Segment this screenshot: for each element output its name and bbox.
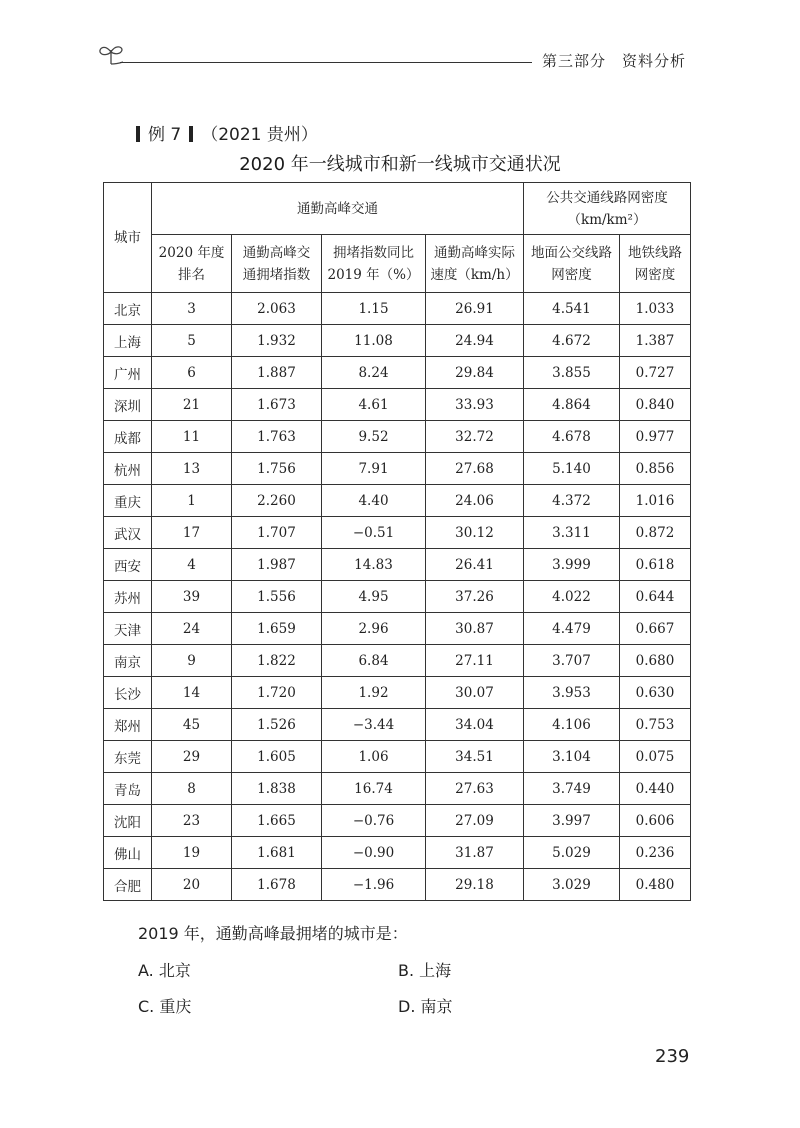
- example-tag: [128, 120, 318, 145]
- value-cell: 30.07: [426, 677, 524, 709]
- column-header-line: 通勤高峰交: [242, 244, 311, 261]
- value-cell: 4: [152, 549, 232, 581]
- value-cell: 4.372: [524, 485, 620, 517]
- value-cell: 3.029: [524, 869, 620, 901]
- column-header-1: [232, 235, 322, 293]
- transit-header-line1: 公共交通线路网密度: [546, 189, 668, 206]
- value-cell: 1.556: [232, 581, 322, 613]
- value-cell: 7.91: [322, 453, 426, 485]
- value-cell: 4.864: [524, 389, 620, 421]
- table-row: [104, 293, 691, 325]
- city-cell: 天津: [104, 613, 152, 645]
- value-cell: 1.06: [322, 741, 426, 773]
- column-header-line: 地铁线路: [628, 244, 682, 261]
- value-cell: 3.749: [524, 773, 620, 805]
- value-cell: 37.26: [426, 581, 524, 613]
- value-cell: 4.106: [524, 709, 620, 741]
- value-cell: 1.763: [232, 421, 322, 453]
- table-row: [104, 549, 691, 581]
- transit-group-header: [524, 183, 691, 235]
- city-cell: 上海: [104, 325, 152, 357]
- option-d[interactable]: D. 南京: [398, 997, 453, 1016]
- value-cell: 21: [152, 389, 232, 421]
- value-cell: −0.76: [322, 805, 426, 837]
- city-cell: 杭州: [104, 453, 152, 485]
- value-cell: 34.04: [426, 709, 524, 741]
- value-cell: 1.720: [232, 677, 322, 709]
- city-cell: 广州: [104, 357, 152, 389]
- value-cell: 0.977: [620, 421, 691, 453]
- city-cell: 长沙: [104, 677, 152, 709]
- value-cell: 3.707: [524, 645, 620, 677]
- value-cell: 29.84: [426, 357, 524, 389]
- city-cell: 佛山: [104, 837, 152, 869]
- column-header-line: 网密度: [634, 266, 676, 283]
- value-cell: 34.51: [426, 741, 524, 773]
- city-cell: 东莞: [104, 741, 152, 773]
- value-cell: 0.856: [620, 453, 691, 485]
- table-row: [104, 741, 691, 773]
- column-header-line: 排名: [178, 266, 205, 283]
- option-a[interactable]: A. 北京: [138, 961, 191, 980]
- example-bar-left: [136, 126, 140, 142]
- column-header-line: 网密度: [551, 266, 592, 283]
- city-cell: 重庆: [104, 485, 152, 517]
- table-row: [104, 581, 691, 613]
- value-cell: 5.029: [524, 837, 620, 869]
- city-cell: 南京: [104, 645, 152, 677]
- value-cell: 26.91: [426, 293, 524, 325]
- example-bar-right: [189, 126, 193, 142]
- value-cell: 8.24: [322, 357, 426, 389]
- value-cell: 0.872: [620, 517, 691, 549]
- example-source: （2021 贵州）: [201, 125, 318, 145]
- value-cell: 1.659: [232, 613, 322, 645]
- column-header-line: 通拥堵指数: [242, 266, 311, 283]
- value-cell: 0.606: [620, 805, 691, 837]
- value-cell: 1.987: [232, 549, 322, 581]
- column-header-line: 2019 年（%）: [327, 266, 420, 283]
- value-cell: 30.87: [426, 613, 524, 645]
- value-cell: −0.90: [322, 837, 426, 869]
- table-row: [104, 645, 691, 677]
- value-cell: 6: [152, 357, 232, 389]
- value-cell: 2.063: [232, 293, 322, 325]
- value-cell: 1.678: [232, 869, 322, 901]
- table-row: [104, 389, 691, 421]
- value-cell: 3.311: [524, 517, 620, 549]
- value-cell: −1.96: [322, 869, 426, 901]
- value-cell: 19: [152, 837, 232, 869]
- value-cell: 27.11: [426, 645, 524, 677]
- city-cell: 沈阳: [104, 805, 152, 837]
- value-cell: 4.95: [322, 581, 426, 613]
- city-cell: 深圳: [104, 389, 152, 421]
- value-cell: 4.40: [322, 485, 426, 517]
- value-cell: 1.838: [232, 773, 322, 805]
- value-cell: 16.74: [322, 773, 426, 805]
- value-cell: 30.12: [426, 517, 524, 549]
- table-row: [104, 325, 691, 357]
- table-row: [104, 453, 691, 485]
- value-cell: 1.92: [322, 677, 426, 709]
- value-cell: −0.51: [322, 517, 426, 549]
- option-c[interactable]: C. 重庆: [138, 997, 192, 1016]
- value-cell: 5: [152, 325, 232, 357]
- value-cell: 1.15: [322, 293, 426, 325]
- column-header-line: 通勤高峰实际: [434, 244, 515, 261]
- value-cell: 0.753: [620, 709, 691, 741]
- value-cell: 2.260: [232, 485, 322, 517]
- value-cell: 1.707: [232, 517, 322, 549]
- value-cell: 14.83: [322, 549, 426, 581]
- city-cell: 合肥: [104, 869, 152, 901]
- value-cell: 3.104: [524, 741, 620, 773]
- value-cell: 1: [152, 485, 232, 517]
- city-header: 城市: [104, 183, 152, 293]
- value-cell: 4.672: [524, 325, 620, 357]
- value-cell: 27.09: [426, 805, 524, 837]
- value-cell: 4.479: [524, 613, 620, 645]
- value-cell: 31.87: [426, 837, 524, 869]
- table-body: [104, 293, 691, 901]
- value-cell: 0.618: [620, 549, 691, 581]
- value-cell: 23: [152, 805, 232, 837]
- value-cell: 3.953: [524, 677, 620, 709]
- column-header-line: 拥堵指数同比: [333, 244, 414, 261]
- table-row: [104, 837, 691, 869]
- city-cell: 成都: [104, 421, 152, 453]
- value-cell: 20: [152, 869, 232, 901]
- value-cell: 45: [152, 709, 232, 741]
- value-cell: 24.94: [426, 325, 524, 357]
- value-cell: 13: [152, 453, 232, 485]
- column-header-row: [104, 235, 691, 293]
- column-header-5: [620, 235, 691, 293]
- value-cell: 1.681: [232, 837, 322, 869]
- value-cell: 1.665: [232, 805, 322, 837]
- value-cell: 29: [152, 741, 232, 773]
- table-row: [104, 805, 691, 837]
- value-cell: 0.667: [620, 613, 691, 645]
- value-cell: 1.887: [232, 357, 322, 389]
- value-cell: 0.840: [620, 389, 691, 421]
- value-cell: 1.605: [232, 741, 322, 773]
- table-row: [104, 517, 691, 549]
- city-cell: 苏州: [104, 581, 152, 613]
- value-cell: 24.06: [426, 485, 524, 517]
- value-cell: 0.236: [620, 837, 691, 869]
- value-cell: 0.644: [620, 581, 691, 613]
- table-row: [104, 357, 691, 389]
- value-cell: 39: [152, 581, 232, 613]
- option-b[interactable]: B. 上海: [398, 961, 452, 980]
- city-cell: 北京: [104, 293, 152, 325]
- value-cell: 1.387: [620, 325, 691, 357]
- value-cell: 4.61: [322, 389, 426, 421]
- column-header-3: [426, 235, 524, 293]
- value-cell: 14: [152, 677, 232, 709]
- section-title: 第三部分 资料分析: [542, 52, 687, 70]
- value-cell: 26.41: [426, 549, 524, 581]
- value-cell: 32.72: [426, 421, 524, 453]
- value-cell: 0.480: [620, 869, 691, 901]
- city-cell: 青岛: [104, 773, 152, 805]
- value-cell: 11.08: [322, 325, 426, 357]
- value-cell: 3.855: [524, 357, 620, 389]
- header-rule: [120, 62, 532, 63]
- table-row: [104, 421, 691, 453]
- value-cell: 1.756: [232, 453, 322, 485]
- city-cell: 武汉: [104, 517, 152, 549]
- value-cell: 0.075: [620, 741, 691, 773]
- value-cell: 27.68: [426, 453, 524, 485]
- table-row: [104, 677, 691, 709]
- value-cell: 8: [152, 773, 232, 805]
- commute-group-header: 通勤高峰交通: [152, 183, 524, 235]
- table-row: [104, 869, 691, 901]
- value-cell: 9: [152, 645, 232, 677]
- value-cell: 0.680: [620, 645, 691, 677]
- value-cell: 1.932: [232, 325, 322, 357]
- column-header-2: [322, 235, 426, 293]
- column-header-4: [524, 235, 620, 293]
- question-text: 2019 年，通勤高峰最拥堵的城市是：: [138, 924, 408, 943]
- table-row: [104, 485, 691, 517]
- example-label: 例 7: [148, 125, 182, 145]
- city-cell: 郑州: [104, 709, 152, 741]
- value-cell: 3.999: [524, 549, 620, 581]
- value-cell: 1.822: [232, 645, 322, 677]
- traffic-table: [103, 182, 691, 901]
- city-cell: 西安: [104, 549, 152, 581]
- column-header-0: [152, 235, 232, 293]
- transit-header-line2: （km/km²）: [567, 211, 647, 228]
- page-number: 239: [655, 1046, 690, 1067]
- table-title: 2020 年一线城市和新一线城市交通状况: [239, 154, 561, 175]
- value-cell: 1.526: [232, 709, 322, 741]
- value-cell: 0.630: [620, 677, 691, 709]
- value-cell: 33.93: [426, 389, 524, 421]
- value-cell: 9.52: [322, 421, 426, 453]
- table-row: [104, 709, 691, 741]
- value-cell: 24: [152, 613, 232, 645]
- value-cell: 4.022: [524, 581, 620, 613]
- value-cell: 0.440: [620, 773, 691, 805]
- column-header-line: 速度（km/h）: [430, 266, 519, 283]
- value-cell: 3: [152, 293, 232, 325]
- value-cell: 11: [152, 421, 232, 453]
- value-cell: 6.84: [322, 645, 426, 677]
- value-cell: 0.727: [620, 357, 691, 389]
- value-cell: 1.033: [620, 293, 691, 325]
- value-cell: 3.997: [524, 805, 620, 837]
- value-cell: 4.678: [524, 421, 620, 453]
- value-cell: 29.18: [426, 869, 524, 901]
- value-cell: 1.673: [232, 389, 322, 421]
- value-cell: 27.63: [426, 773, 524, 805]
- value-cell: 2.96: [322, 613, 426, 645]
- column-header-line: 地面公交线路: [531, 244, 612, 261]
- table-row: [104, 773, 691, 805]
- value-cell: 4.541: [524, 293, 620, 325]
- value-cell: 1.016: [620, 485, 691, 517]
- table-row: [104, 613, 691, 645]
- value-cell: 5.140: [524, 453, 620, 485]
- value-cell: −3.44: [322, 709, 426, 741]
- value-cell: 17: [152, 517, 232, 549]
- column-header-line: 2020 年度: [158, 244, 225, 261]
